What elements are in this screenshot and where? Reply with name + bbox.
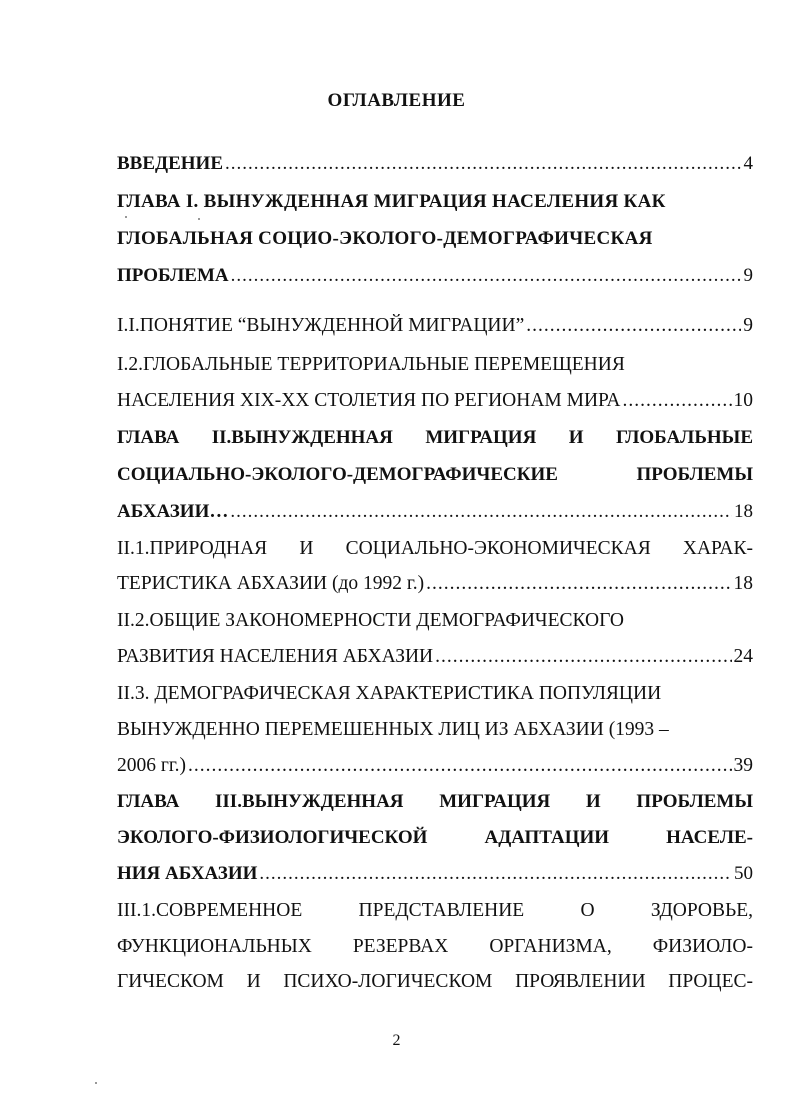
toc-page-number: 24 bbox=[733, 646, 753, 667]
toc-page-number: 9 bbox=[743, 265, 753, 286]
scan-speck bbox=[125, 216, 127, 218]
toc-page-number: 4 bbox=[743, 153, 753, 174]
toc-chapter-1-line-1: ГЛАВА I. ВЫНУЖДЕННАЯ МИГРАЦИЯ НАСЕЛЕНИЯ КАК bbox=[117, 191, 666, 212]
toc-section-2-3-line-1: II.3. ДЕМОГРАФИЧЕСКАЯ ХАРАКТЕРИСТИКА ПОПУЛЯЦИИ bbox=[117, 683, 662, 704]
leader-dots bbox=[188, 748, 731, 784]
page-number: 2 bbox=[392, 1032, 401, 1049]
toc-section-2-3-line-3 bbox=[117, 748, 753, 784]
toc-page-number: 18 bbox=[734, 501, 753, 522]
toc-page-number: 50 bbox=[734, 863, 753, 884]
scan-speck bbox=[198, 218, 200, 220]
toc-chapter-3-line-2: ЭКОЛОГО-ФИЗИОЛОГИЧЕСКОЙ АДАПТАЦИИ НАСЕЛЕ- bbox=[117, 827, 753, 848]
toc-section-1-1 bbox=[117, 308, 753, 344]
toc-page-number: 18 bbox=[733, 573, 753, 594]
toc-chapter-2-line-2: СОЦИАЛЬНО-ЭКОЛОГО-ДЕМОГРАФИЧЕСКИЕ ПРОБЛЕМЫ bbox=[117, 464, 753, 485]
leader-dots bbox=[259, 856, 732, 892]
toc-chapter-1-line-2: ГЛОБАЛЬНАЯ СОЦИО-ЭКОЛОГО-ДЕМОГРАФИЧЕСКАЯ bbox=[117, 228, 653, 249]
toc-page-number: 9 bbox=[743, 315, 753, 336]
leader-dots bbox=[225, 146, 742, 182]
toc-entry-text: НИЯ АБХАЗИИ bbox=[117, 863, 258, 884]
toc-entry-text: 2006 гг.) bbox=[117, 755, 187, 776]
toc-chapter-2-line-3 bbox=[117, 494, 753, 530]
toc-entry-text: I.I.ПОНЯТИЕ “ВЫНУЖДЕННОЙ МИГРАЦИИ” bbox=[117, 315, 525, 336]
toc-entry-text: РАЗВИТИЯ НАСЕЛЕНИЯ АБХАЗИИ bbox=[117, 646, 434, 667]
toc-chapter-3-line-1: ГЛАВА III.ВЫНУЖДЕННАЯ МИГРАЦИЯ И ПРОБЛЕМЫ bbox=[117, 791, 753, 812]
toc-section-2-2-line-1: II.2.ОБЩИЕ ЗАКОНОМЕРНОСТИ ДЕМОГРАФИЧЕСКОГО bbox=[117, 610, 624, 631]
leader-dots bbox=[426, 566, 731, 602]
toc-entry-introduction bbox=[117, 146, 753, 182]
toc-page-number: 39 bbox=[733, 755, 753, 776]
leader-dots bbox=[231, 258, 742, 294]
toc-section-2-1-line-2 bbox=[117, 566, 753, 602]
toc-section-2-2-line-2 bbox=[117, 639, 753, 675]
leader-dots bbox=[435, 639, 731, 675]
toc-entry-text: АБХАЗИИ… bbox=[117, 501, 229, 522]
toc-entry-text: ВВЕДЕНИЕ bbox=[117, 153, 223, 174]
leader-dots bbox=[526, 308, 741, 344]
toc-heading: ОГЛАВЛЕНИЕ bbox=[327, 90, 466, 111]
scan-speck bbox=[95, 1082, 97, 1084]
toc-section-2-1-line-1: II.1.ПРИРОДНАЯ И СОЦИАЛЬНО-ЭКОНОМИЧЕСКАЯ ХАРАК- bbox=[117, 538, 753, 559]
toc-entry-text: ТЕРИСТИКА АБХАЗИИ (до 1992 г.) bbox=[117, 573, 425, 594]
toc-section-2-3-line-2: ВЫНУЖДЕННО ПЕРЕМЕШЕННЫХ ЛИЦ ИЗ АБХАЗИИ (1993 – bbox=[117, 719, 669, 740]
toc-chapter-1-line-3 bbox=[117, 258, 753, 294]
toc-entry-text: ПРОБЛЕМА bbox=[117, 265, 229, 286]
toc-page-number: 10 bbox=[733, 390, 753, 411]
toc-chapter-2-line-1: ГЛАВА II.ВЫНУЖДЕННАЯ МИГРАЦИЯ И ГЛОБАЛЬНЫЕ bbox=[117, 427, 753, 448]
leader-dots bbox=[230, 494, 732, 530]
toc-section-3-1-line-3: ГИЧЕСКОМ И ПСИХО-ЛОГИЧЕСКОМ ПРОЯВЛЕНИИ ПРОЦЕС- bbox=[117, 971, 753, 992]
toc-section-1-2-line-2 bbox=[117, 383, 753, 419]
toc-section-3-1-line-2: ФУНКЦИОНАЛЬНЫХ РЕЗЕРВАХ ОРГАНИЗМА, ФИЗИОЛО- bbox=[117, 936, 753, 957]
toc-section-1-2-line-1: I.2.ГЛОБАЛЬНЫЕ ТЕРРИТОРИАЛЬНЫЕ ПЕРЕМЕЩЕНИЯ bbox=[117, 354, 625, 375]
toc-section-3-1-line-1: III.1.СОВРЕМЕННОЕ ПРЕДСТАВЛЕНИЕ О ЗДОРОВЬЕ, bbox=[117, 900, 753, 921]
toc-chapter-3-line-3 bbox=[117, 856, 753, 892]
leader-dots bbox=[622, 383, 731, 419]
toc-entry-text: НАСЕЛЕНИЯ XIX-XX СТОЛЕТИЯ ПО РЕГИОНАМ МИРА bbox=[117, 390, 621, 411]
